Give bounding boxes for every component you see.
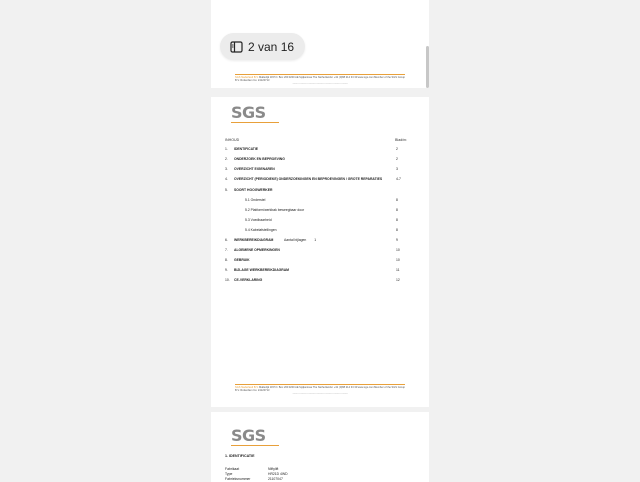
- footer-rule: [235, 74, 405, 75]
- toc-item-page: 11: [396, 268, 400, 272]
- footer-postal: 3200 AE: [288, 386, 299, 389]
- document-page-2: [211, 97, 429, 407]
- annotation-value: 1: [314, 238, 317, 242]
- page-indicator[interactable]: [220, 33, 305, 60]
- toc-item[interactable]: [225, 268, 411, 273]
- toc-item[interactable]: [225, 248, 411, 253]
- toc-item[interactable]: [225, 208, 411, 213]
- footer-company: SGS Nederland B.V.: [235, 386, 259, 389]
- footer-address: Malledijk 18: [259, 386, 273, 389]
- toc-item-annotation: [284, 238, 316, 242]
- toc-item-number: 9.: [225, 268, 228, 272]
- pages-icon: [230, 41, 243, 53]
- page-footer: [235, 384, 405, 396]
- footer-city: Spijkenisse: [299, 76, 313, 79]
- toc-item-page: 12: [396, 278, 400, 282]
- toc-item-page: 2: [396, 147, 398, 151]
- field-label: Fabrieksnummer: [225, 477, 251, 481]
- sgs-logo: SGS: [231, 103, 266, 122]
- toc-item-number: 2.: [225, 157, 228, 161]
- footer-address: Malledijk 18: [259, 76, 273, 79]
- toc-item-page: 9: [396, 238, 398, 242]
- page-footer: [235, 74, 405, 86]
- field-fabrikaat: [225, 467, 279, 471]
- toc-item-label: 5.3 Voedbaarheid: [245, 218, 272, 222]
- toc-item-number: 6.: [225, 238, 228, 242]
- toc-item-label: 5.1 Onderstel: [245, 198, 266, 202]
- field-label: Fabrikaat: [225, 467, 240, 471]
- footer-registration: B.V. Rotterdam Inv. 24120713: [235, 79, 270, 83]
- toc-item-page: 10: [396, 258, 400, 262]
- toc-item[interactable]: [225, 258, 411, 263]
- toc-item-label: ALGEMENE OPMERKINGEN: [234, 248, 280, 252]
- toc-item-page: 4-7: [396, 177, 401, 181]
- footer-phone: t +31 (0)88 214 33 33: [332, 76, 358, 79]
- field-label: Type: [225, 472, 233, 476]
- footer-member: Member of the SGS Group: [374, 386, 405, 389]
- toc-item[interactable]: [225, 218, 411, 223]
- footer-po-box: P.O. Box 200: [273, 76, 289, 79]
- toc-item-label: OVERZICHT (PERIODIEKE) ONDERZOEKINGEN EN BEPROEVINGEN / GROTE REPARATIES: [234, 177, 383, 181]
- toc-item-label: CE-VERKLARING: [234, 278, 263, 282]
- footer-company: SGS Nederland B.V.: [235, 76, 259, 79]
- toc-item-number: 4.: [225, 177, 228, 181]
- toc-item[interactable]: [225, 278, 411, 283]
- footer-member: Member of the SGS Group: [374, 76, 405, 79]
- sgs-logo: SGS: [231, 426, 266, 445]
- field-value: 21107047: [268, 477, 283, 481]
- footer-web: www.sgs.com: [357, 76, 374, 79]
- toc-item-number: 7.: [225, 248, 228, 252]
- toc-item-page: 8: [396, 198, 398, 202]
- footer-country: The Netherlands: [312, 386, 332, 389]
- toc-item[interactable]: [225, 198, 411, 203]
- toc-item-label: SOORT HOOGWERKER: [234, 188, 273, 192]
- toc-item-page: 3: [396, 167, 398, 171]
- toc-item[interactable]: [225, 177, 411, 182]
- toc-item[interactable]: [225, 188, 411, 193]
- toc-item[interactable]: [225, 157, 411, 162]
- toc-item-page: 2: [396, 157, 398, 161]
- document-page-3: [211, 412, 429, 482]
- toc-column-header: Blad/nr.: [395, 138, 408, 142]
- toc-item[interactable]: [225, 228, 411, 233]
- page-indicator-label: 2 van 16: [248, 39, 295, 54]
- scrollbar-thumb[interactable]: [426, 46, 429, 88]
- footer-country: The Netherlands: [312, 76, 332, 79]
- field-value: HR21D 4WD: [268, 472, 288, 476]
- toc-item-number: 8.: [225, 258, 228, 262]
- section-heading-identificatie: 1. IDENTIFICATIE: [225, 454, 255, 458]
- toc-item-label: 5.4 Kabelafstellingen: [245, 228, 277, 232]
- toc-item-page: 8: [396, 218, 398, 222]
- footer-disclaimer-lines: ‐‐‐‐‐‐‐‐‐‐‐‐‐‐‐‐‐‐‐‐‐‐‐‐‐‐‐‐‐‐‐‐‐‐‐‐‐‐‐‐‐‐‐‐‐‐‐‐‐‐‐‐‐‐‐‐‐‐‐‐‐‐‐‐‐‐‐‐‐‐‐‐‐‐‐‐: [292, 392, 348, 395]
- toc-item-number: 5.: [225, 188, 228, 192]
- toc-item-label: WERKBEREIKDIAGRAM: [234, 238, 274, 242]
- footer-phone: t +31 (0)88 214 33 33: [332, 386, 358, 389]
- toc-item-label: OVERZICHT EIGENAREN: [234, 167, 275, 171]
- logo-underline: [231, 445, 279, 446]
- toc-item-number: 1.: [225, 147, 228, 151]
- footer-postal: 3200 AE: [288, 76, 299, 79]
- toc-item-number: 10.: [225, 278, 230, 282]
- logo-underline: [231, 122, 279, 123]
- footer-disclaimer-lines: ‐‐‐‐‐‐‐‐‐‐‐‐‐‐‐‐‐‐‐‐‐‐‐‐‐‐‐‐‐‐‐‐‐‐‐‐‐‐‐‐‐‐‐‐‐‐‐‐‐‐‐‐‐‐‐‐‐‐‐‐‐‐‐‐‐‐‐‐‐‐‐‐‐‐‐‐: [292, 82, 348, 85]
- toc-item-label: IDENTIFICATIE: [234, 147, 259, 151]
- footer-city: Spijkenisse: [299, 386, 313, 389]
- toc-item-label: ONDERZOEK EN BEPROEVING: [234, 157, 285, 161]
- toc-item-label: 5.2 Platform/werkbak beweegbaar door: [245, 208, 305, 212]
- toc-item[interactable]: [225, 167, 411, 172]
- field-fabrieksnummer: [225, 477, 283, 481]
- footer-po-box: P.O. Box 200: [273, 386, 289, 389]
- field-value: NIftylift: [268, 467, 279, 471]
- field-type: [225, 472, 288, 476]
- toc-item-number: 3.: [225, 167, 228, 171]
- toc-item[interactable]: [225, 147, 411, 152]
- toc-item-label: BIJLAGE WERKBEREIKDIAGRAM: [234, 268, 290, 272]
- footer-registration: B.V. Rotterdam Inv. 24120713: [235, 389, 270, 393]
- footer-rule: [235, 384, 405, 385]
- toc-item-page: 8: [396, 228, 398, 232]
- toc-item[interactable]: [225, 238, 411, 243]
- toc-title: INHOUD: [225, 138, 240, 142]
- toc-item-page: 8: [396, 208, 398, 212]
- annotation-label: Aantal bijlagen: [284, 238, 307, 242]
- toc-item-page: 10: [396, 248, 400, 252]
- toc-item-label: GEBRUIK: [234, 258, 250, 262]
- footer-web: www.sgs.com: [357, 386, 374, 389]
